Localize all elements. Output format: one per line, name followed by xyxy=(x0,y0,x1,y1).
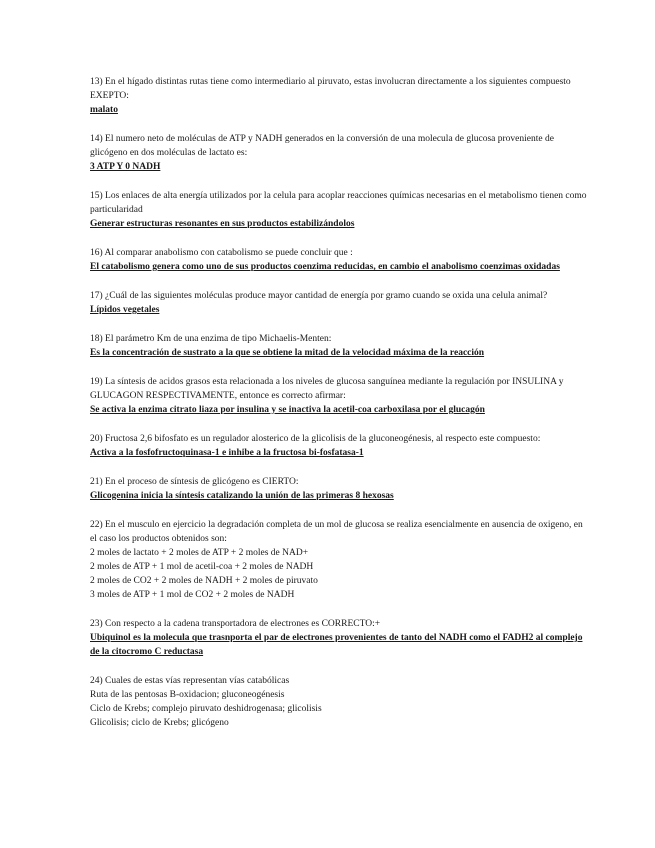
document-page xyxy=(90,75,590,745)
question-16 xyxy=(90,246,590,274)
answer-option: 2 moles de lactato + 2 moles de ATP + 2 moles de NAD+ xyxy=(90,548,309,558)
question-24 xyxy=(90,674,590,730)
question-prompt: 16) Al comparar anabolismo con catabolismo se puede concluir que : xyxy=(90,248,353,258)
question-22 xyxy=(90,518,590,602)
question-answer: Generar estructuras resonantes en sus productos estabilizándolos xyxy=(90,219,355,229)
question-answer: Activa a la fosfofructoquinasa-1 e inhibe a la fructosa bi-fosfatasa-1 xyxy=(90,448,364,458)
question-20 xyxy=(90,432,590,460)
question-prompt: 19) La síntesis de acidos grasos esta relacionada a los niveles de glucosa sanguínea mediante la regulación por INSULINA y GLUCAGON RESPECTIVAMENTE, entonce es correcto afirmar: xyxy=(90,377,564,401)
answer-option: 2 moles de CO2 + 2 moles de NADH + 2 moles de piruvato xyxy=(90,576,318,586)
answer-option: Glicolisis; ciclo de Krebs; glicógeno xyxy=(90,718,229,728)
question-prompt: 21) En el proceso de síntesis de glicógeno es CIERTO: xyxy=(90,477,299,487)
answer-option: 3 moles de ATP + 1 mol de CO2 + 2 moles de NADH xyxy=(90,590,295,600)
question-15 xyxy=(90,189,590,231)
answer-option: 2 moles de ATP + 1 mol de acetil-coa + 2 moles de NADH xyxy=(90,562,314,572)
question-prompt: 13) En el hígado distintas rutas tiene como intermediario al piruvato, estas involucran directamente a los siguientes compuesto EXEPTO: xyxy=(90,77,571,101)
question-prompt: 14) El numero neto de moléculas de ATP y NADH generados en la conversión de una molecula de glucosa proveniente de glicógeno en dos moléculas de lactato es: xyxy=(90,134,554,158)
question-prompt: 20) Fructosa 2,6 bifosfato es un regulador alosterico de la glicolisis de la gluconeogénesis, al respecto este compuesto: xyxy=(90,434,541,444)
question-answer: malato xyxy=(90,105,118,115)
question-answer: Ubiquinol es la molecula que trasnporta el par de electrones provenientes de tanto del NADH como el FADH2 al complejo de la citocromo C reductasa xyxy=(90,633,583,657)
question-21 xyxy=(90,475,590,503)
question-23 xyxy=(90,617,590,659)
question-prompt: 24) Cuales de estas vías representan vías catabólicas xyxy=(90,676,290,686)
question-answer: 3 ATP Y 0 NADH xyxy=(90,162,161,172)
question-18 xyxy=(90,332,590,360)
answer-option: Ruta de las pentosas B-oxidacion; gluconeogénesis xyxy=(90,690,285,700)
question-answer: Glicogenina inicia la síntesis catalizando la unión de las primeras 8 hexosas xyxy=(90,491,394,501)
question-17 xyxy=(90,289,590,317)
question-answer: Es la concentración de sustrato a la que se obtiene la mitad de la velocidad máxima de la reacción xyxy=(90,348,485,358)
question-13 xyxy=(90,75,590,117)
question-prompt: 22) En el musculo en ejercicio la degradación completa de un mol de glucosa se realiza esencialmente en ausencia de oxigeno, en el caso los productos obtenidos son: xyxy=(90,520,583,544)
question-prompt: 15) Los enlaces de alta energía utilizados por la celula para acoplar reacciones químicas necesarias en el metabolismo tienen como particularidad xyxy=(90,191,587,215)
question-answer: El catabolismo genera como uno de sus productos coenzima reducidas, en cambio el anabolismo coenzimas oxidadas xyxy=(90,262,560,272)
question-19 xyxy=(90,375,590,417)
question-prompt: 18) El parámetro Km de una enzima de tipo Michaelis-Menten: xyxy=(90,334,332,344)
question-prompt: 23) Con respecto a la cadena transportadora de electrones es CORRECTO:+ xyxy=(90,619,381,629)
question-prompt: 17) ¿Cuál de las siguientes moléculas produce mayor cantidad de energía por gramo cuando se oxida una celula animal? xyxy=(90,291,548,301)
answer-option: Ciclo de Krebs; complejo piruvato deshidrogenasa; glicolisis xyxy=(90,704,322,714)
question-answer: Se activa la enzima citrato liaza por insulina y se inactiva la acetil-coa carboxilasa por el glucagón xyxy=(90,405,485,415)
question-answer: Lípidos vegetales xyxy=(90,305,160,315)
question-14 xyxy=(90,132,590,174)
